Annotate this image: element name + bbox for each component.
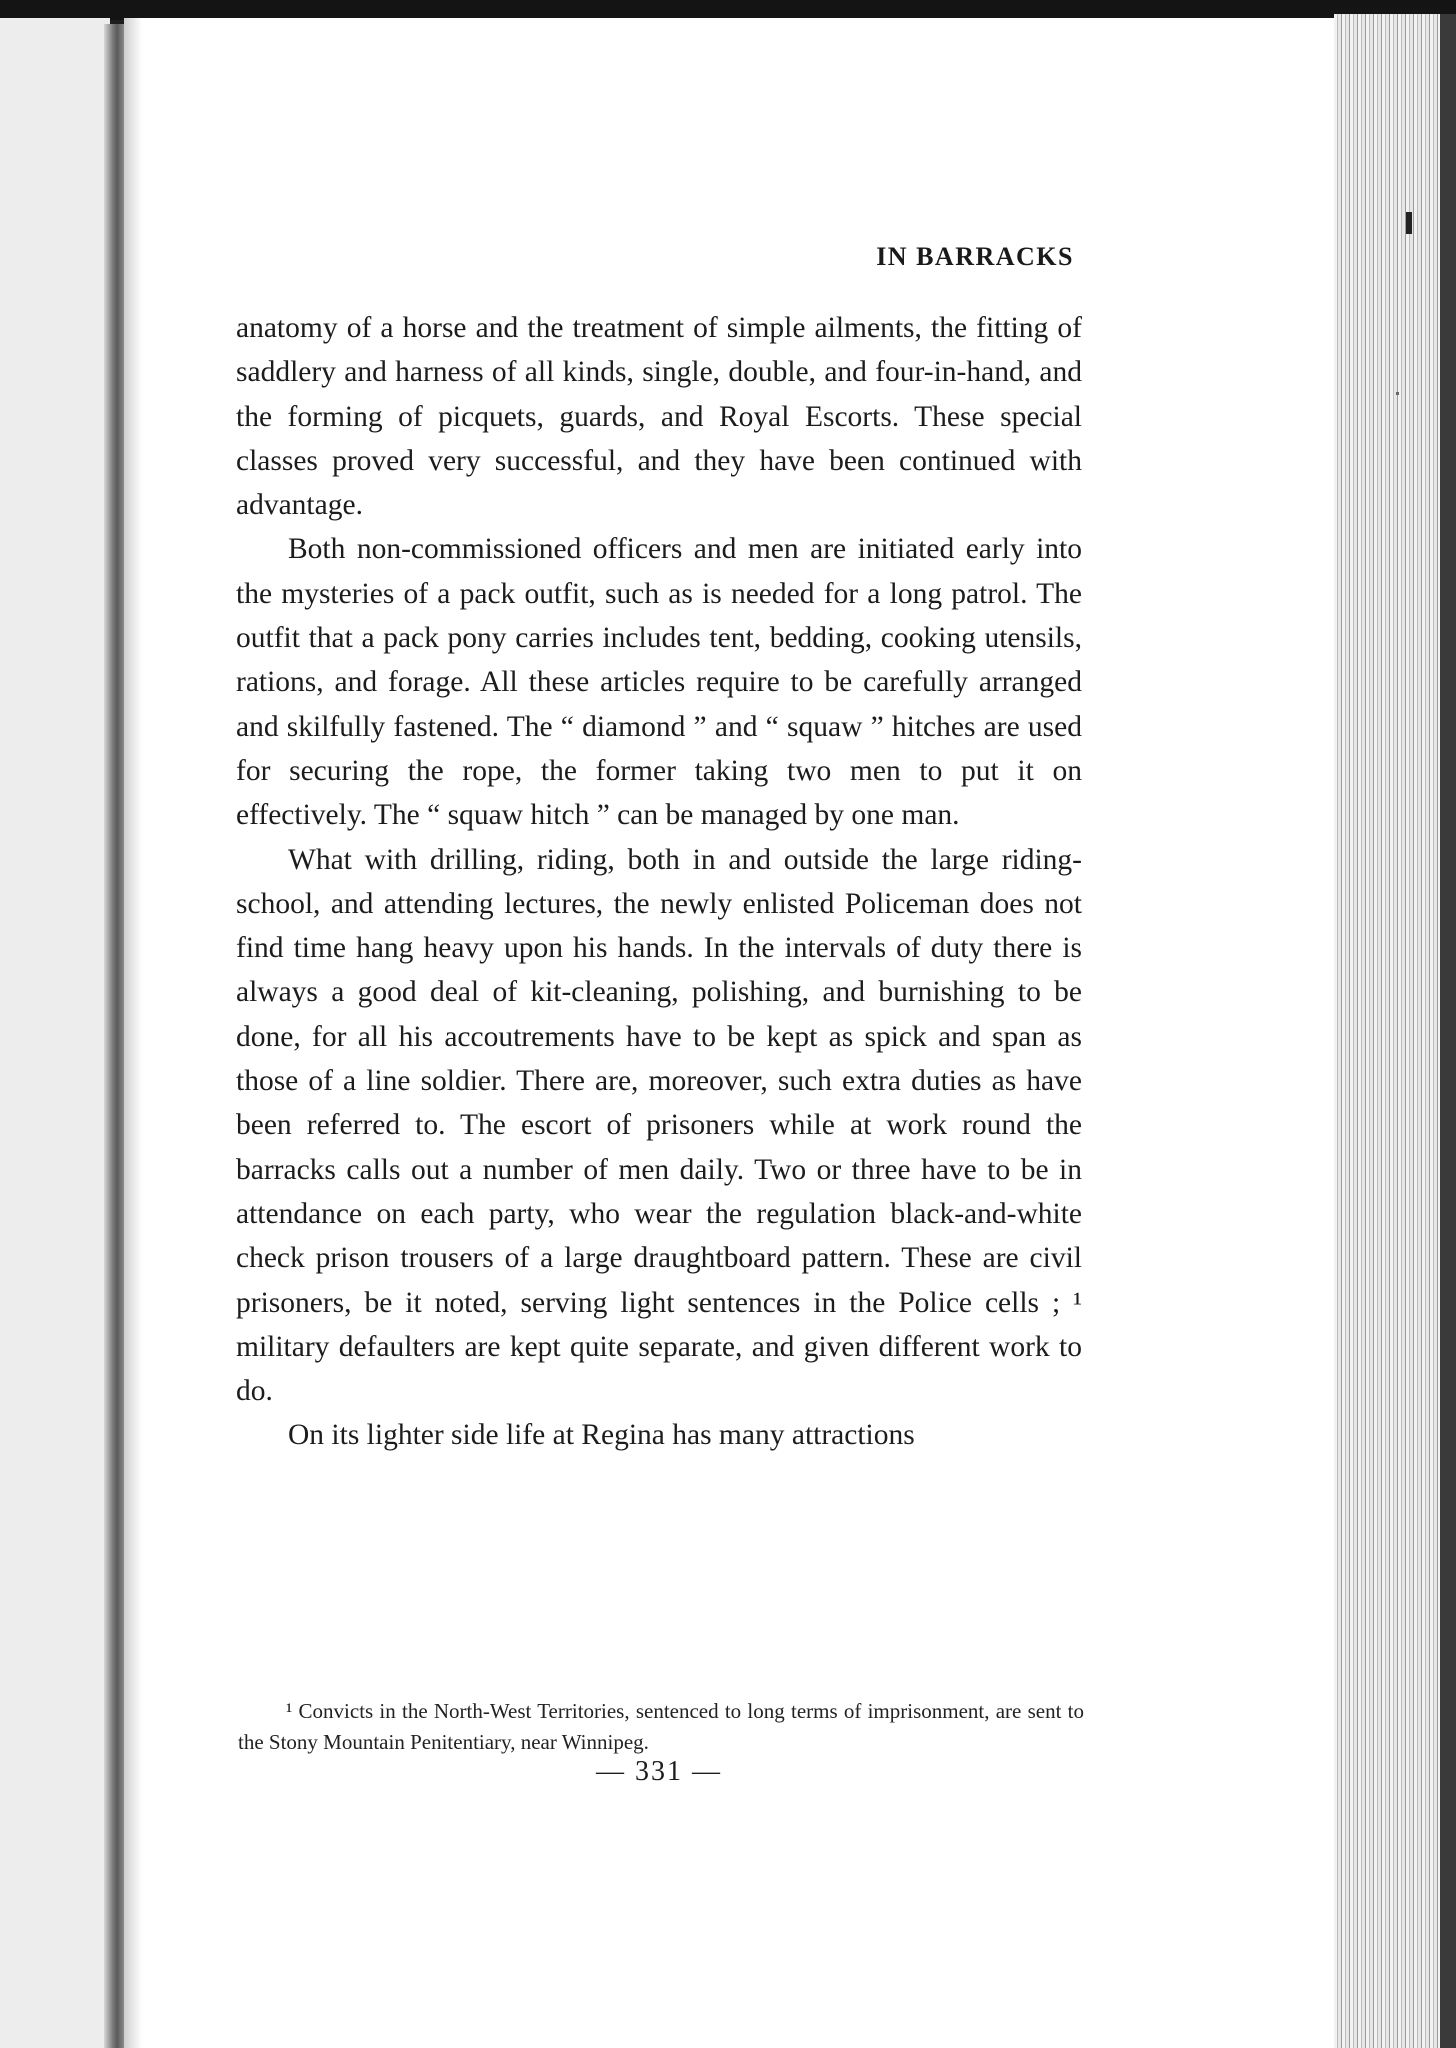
paragraph-3: What with drilling, riding, both in and outside the large riding-school, and attending lectures, the newly enlisted Policeman does not find time hang heavy upon his hands. In the intervals of duty there is always a good deal of kit-cleaning, polishing, and burnishing to be done, for all his accoutrements have to be kept as spick and span as those of a line soldier. There are, moreover, such extra duties as have been referred to. The escort of prisoners while at work round the barracks calls out a number of men daily. Two or three have to be in attendance on each party, who wear the regulation black-and-white check prison trousers of a large draughtboard pattern. These are civil prisoners, be it noted, serving light sentences in the Police cells ; ¹ military defaulters are kept quite separate, and given different work to do. xyxy=(236,843,1082,1408)
body-text xyxy=(236,306,1082,1458)
paragraph-2: Both non-commissioned officers and men are initiated early into the mysteries of a pack outfit, such as is needed for a long patrol. The outfit that a pack pony carries includes tent, bedding, cooking utensils, rations, and forage. All these articles require to be carefully arranged and skilfully fastened. The “ diamond ” and “ squaw ” hitches are used for securing the rope, the former taking two men to put it on effectively. The “ squaw hitch ” can be managed by one man. xyxy=(236,533,1082,832)
book-cover-edge xyxy=(1440,14,1456,2048)
scan-top-edge xyxy=(0,0,1456,20)
edge-dot xyxy=(1396,392,1399,395)
paragraph-4: On its lighter side life at Regina has many attractions xyxy=(288,1419,915,1452)
footnote: ¹ Convicts in the North-West Territories, sentenced to long terms of imprisonment, are sent to the Stony Mountain Penitentiary, near Winnipeg. xyxy=(238,1699,1084,1754)
facing-page-edge xyxy=(0,18,110,2048)
paragraph-1: anatomy of a horse and the treatment of simple ailments, the fitting of saddlery and harness of all kinds, single, double, and four-in-hand, and the forming of picquets, guards, and Royal Escorts. These special classes proved very successful, and they have been continued with advantage. xyxy=(236,312,1082,522)
stacked-page-edges xyxy=(1334,14,1456,2048)
edge-mark xyxy=(1406,212,1412,234)
page-number: — 331 — xyxy=(596,1756,722,1787)
running-head: IN BARRACKS xyxy=(876,242,1074,271)
book-gutter xyxy=(104,24,126,2048)
page-shadow xyxy=(124,18,142,2048)
